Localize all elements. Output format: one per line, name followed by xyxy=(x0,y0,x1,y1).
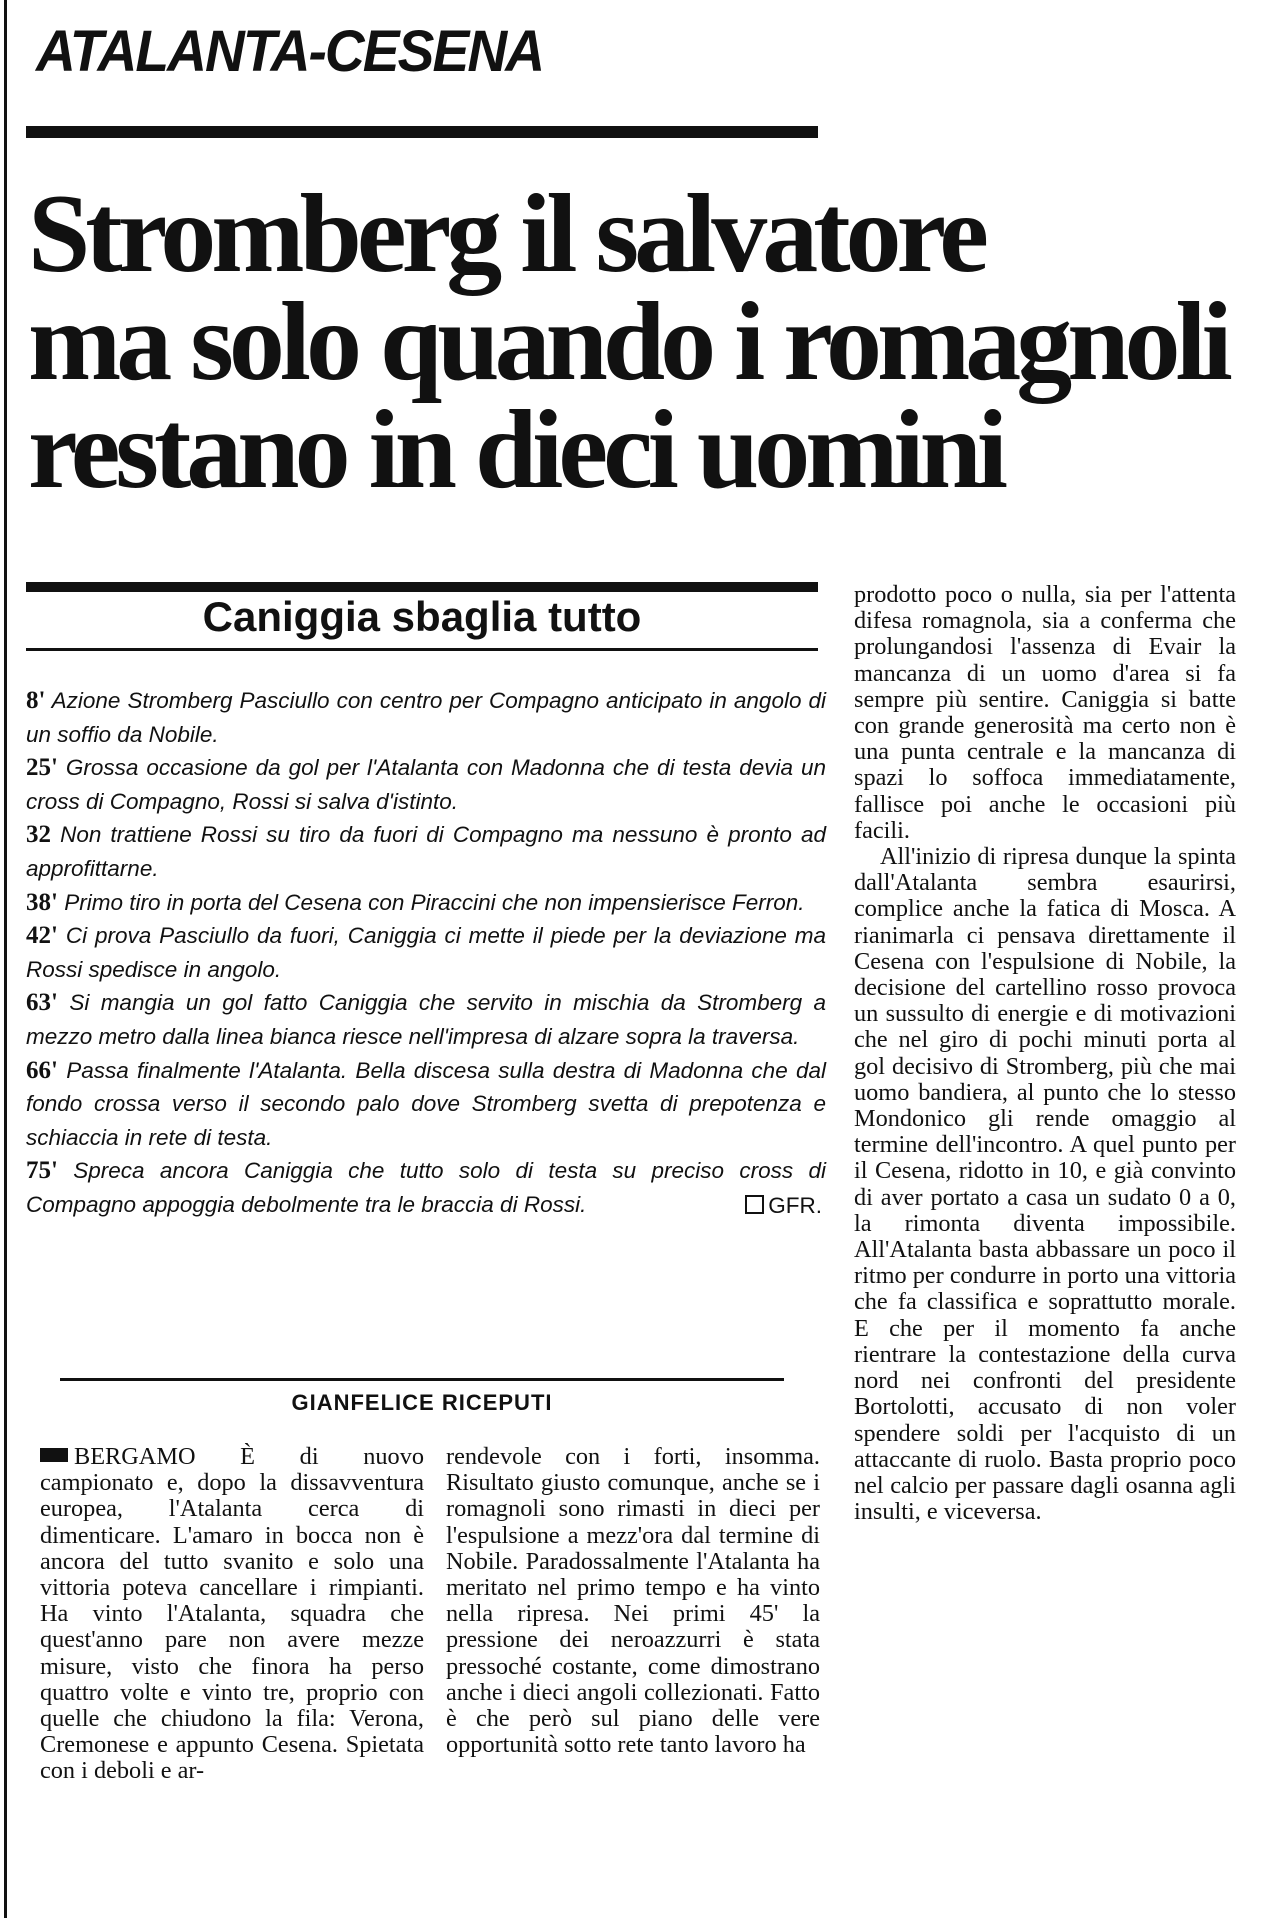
timeline-entry: 38' Primo tiro in porta del Cesena con Piraccini che non impensierisce Ferron. xyxy=(26,888,805,916)
body-text: prodotto poco o nulla, sia per l'attenta difesa romagnola, sia a conferma che prolungandosi l'assenza di Evair la mancanza di un uomo d'area si fa sempre più sentire. Caniggia si batte con grande generosità ma certo non è una punta centrale e la mancanza di spazi lo soffoca immediatamente, fallisce poi anche le occasioni più facili. xyxy=(854,581,1236,844)
lead-bullet-icon xyxy=(40,1448,68,1462)
subhead-rule-bottom xyxy=(26,648,818,651)
timeline-entry: 8' Azione Stromberg Pasciullo con centro per Compagno anticipato in angolo di un soffio da Nobile. xyxy=(26,687,826,747)
timeline-entry: 63' Si mangia un gol fatto Caniggia che servito in mischia da Stromberg a mezzo metro dalla linea bianca riesce nell'impresa di alzare sopra la traversa. xyxy=(26,989,826,1049)
headline-line-1: Stromberg il salvatore xyxy=(28,172,984,296)
match-timeline xyxy=(26,684,826,1222)
byline: GIANFELICE RICEPUTI xyxy=(291,1390,553,1415)
timeline-entry: 75' Spreca ancora Caniggia che tutto solo di testa su preciso cross di Compagno appoggia debolmente tra le braccia di Rossi. xyxy=(26,1157,826,1217)
body-text: rendevole con i forti, insomma. Risultato giusto comunque, anche se i romagnoli sono rimasti in dieci per l'espulsione a mezz'ora dal termine di Nobile. Paradossalmente l'Atalanta ha meritato nel primo tempo e ha vinto nella ripresa. Nei primi 45' la pressione dei neroazzurri è stata pressoché costante, come dimostrano anche i dieci angoli collezionati. Fatto è che però sul piano delle vere opportunità sotto rete tanto lavoro ha xyxy=(446,1443,820,1759)
match-kicker: ATALANTA-CESENA xyxy=(36,19,544,84)
timeline-entry: 25' Grossa occasione da gol per l'Atalanta con Madonna che di testa devia un cross di Compagno, Rossi si salva d'istinto. xyxy=(26,754,826,814)
timeline-entry: 42' Ci prova Pasciullo da fuori, Caniggia ci mette il piede per la deviazione ma Rossi spedisce in angolo. xyxy=(26,922,826,982)
headline-line-2: ma solo quando i romagnoli xyxy=(28,280,1228,404)
timeline-signoff: GFR. xyxy=(26,1189,826,1223)
body-column-2 xyxy=(446,1444,820,1758)
byline-rule xyxy=(60,1378,784,1381)
body-text: BERGAMO È di nuovo campionato e, dopo la dissavventura europea, l'Atalanta cerca di dimenticare. L'amaro in bocca non è ancora del tutto svanito e solo una vittoria poteva cancellare i rimpianti. Ha vinto l'Atalanta, squadra che quest'anno pare non avere mezze misure, visto che finora ha perso quattro volte e vinto tre, proprio con quelle che chiudono la fila: Verona, Cremonese e appunto Cesena. Spietata con i deboli e ar- xyxy=(40,1443,424,1785)
body-column-1 xyxy=(40,1444,424,1785)
page-edge-rule xyxy=(4,0,7,1918)
body-column-3 xyxy=(854,582,1236,1525)
subhead: Caniggia sbaglia tutto xyxy=(202,593,642,640)
body-text: All'inizio di ripresa dunque la spinta dall'Atalanta sembra esaurirsi, complice anche la fatica di Mosca. A rianimarla ci pensava direttamente il Cesena con l'espulsione di Nobile, la decisione del cartellino rosso provoca un sussulto di energie e di motivazioni che nel giro di pochi minuti porta al gol decisivo di Stromberg, più che mai uomo bandiera, al punto che lo stesso Mondonico gli rende omaggio al termine dell'incontro. A quel punto per il Cesena, ridotto in 10, e già convinto di aver portato a casa un sudato 0 a 0, la rimonta diventa impossibile. All'Atalanta basta abbassare un poco il ritmo per condurre in porto una vittoria che fa classifica e soprattutto morale. E che per il momento fa anche rientrare la contestazione della curva nord nei confronti del presidente Bortolotti, accusato di non voler spendere soldi per l'acquisto di un attaccante di ruolo. Basta proprio poco nel calcio per passare dagli osanna agli insulti, e viceversa. xyxy=(854,843,1236,1526)
headline-line-3: restano in dieci uomini xyxy=(28,388,1004,512)
kicker-rule xyxy=(26,126,818,138)
timeline-entry: 32 Non trattiene Rossi su tiro da fuori di Compagno ma nessuno è pronto ad approfittarne. xyxy=(26,821,826,881)
timeline-entry: 66' Passa finalmente l'Atalanta. Bella discesa sulla destra di Madonna che dal fondo crossa verso il secondo palo dove Stromberg svetta di prepotenza e schiaccia in rete di testa. xyxy=(26,1056,826,1150)
headline xyxy=(28,172,1248,512)
square-bullet-icon xyxy=(745,1195,764,1214)
